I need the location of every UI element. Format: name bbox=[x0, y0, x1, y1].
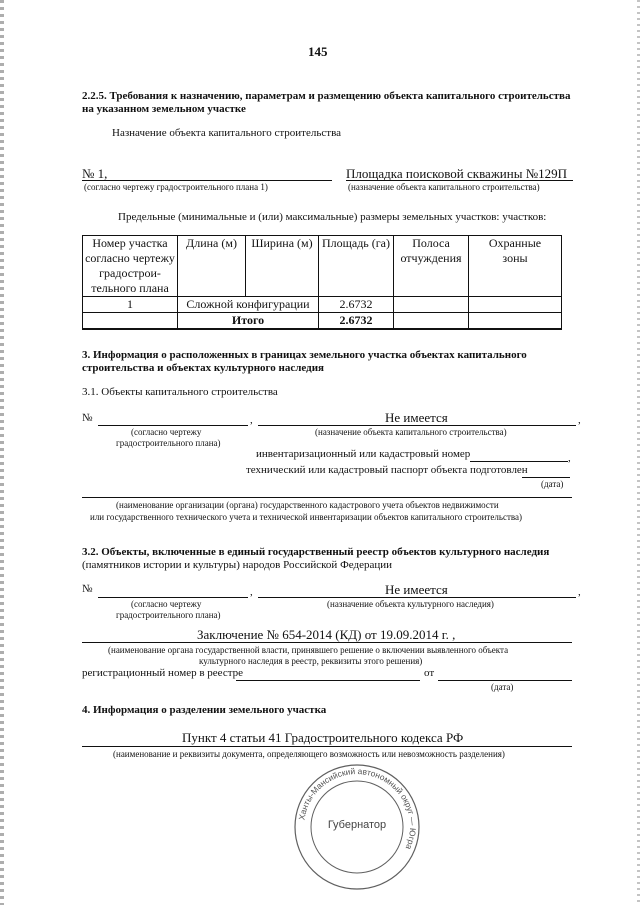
limits-text: Предельные (минимальные и (или) максимальные) размеры земельных участков: участков: bbox=[118, 211, 547, 223]
row-area: 2.6732 bbox=[319, 297, 394, 313]
object-purpose-line bbox=[346, 180, 573, 181]
reg-line bbox=[236, 680, 420, 681]
s32-caption-drawing-2: градостроительного плана) bbox=[116, 610, 221, 620]
section-32-heading-line2: (памятников истории и культуры) народов Российской Федерации bbox=[82, 559, 393, 571]
org-caption-line2: или государственного технического учета и технической инвентаризации объектов капитального строительства) bbox=[90, 512, 523, 522]
s32-caption-drawing-1: (согласно чертежу bbox=[131, 599, 202, 609]
s32-comma-1: , bbox=[250, 586, 253, 598]
row-configuration: Сложной конфигурации bbox=[178, 297, 319, 313]
reg-label: регистрационный номер в реестре bbox=[82, 667, 244, 679]
passport-date-line bbox=[522, 477, 570, 478]
total-strip bbox=[394, 313, 469, 330]
row-strip bbox=[394, 297, 469, 313]
row-zones bbox=[469, 297, 562, 313]
authority-caption-line1: (наименование органа государственной власти, принявшего решение о включении выявленного объекта bbox=[108, 645, 509, 655]
s31-not-exists: Не имеется bbox=[385, 410, 448, 425]
reg-from-label: от bbox=[424, 667, 435, 679]
section-4-line bbox=[82, 746, 572, 747]
s31-comma-1: , bbox=[250, 414, 253, 426]
conclusion-value: Заключение № 654-2014 (КД) от 19.09.2014 г. , bbox=[197, 627, 456, 642]
official-stamp bbox=[292, 762, 422, 892]
s32-comma-2: , bbox=[578, 586, 581, 598]
s31-number-line bbox=[98, 425, 248, 426]
s31-no-sign: № bbox=[82, 412, 93, 424]
authority-caption-line2: культурного наследия в реестр, реквизиты этого решения) bbox=[199, 656, 423, 666]
header-protection-zones: Охранные зоны bbox=[469, 236, 562, 297]
object-purpose-value: Площадка поисковой скважины №129П bbox=[346, 166, 567, 181]
s32-not-exists: Не имеется bbox=[385, 582, 448, 597]
header-width: Ширина (м) bbox=[246, 236, 319, 297]
passport-label: технический или кадастровый паспорт объекта подготовлен bbox=[246, 464, 528, 476]
org-line bbox=[82, 497, 572, 498]
s31-purpose-line bbox=[258, 425, 576, 426]
stamp-center-text: Губернатор bbox=[327, 819, 387, 831]
header-plot-number: Номер участка согласно чертежу градострои- тельного плана bbox=[83, 236, 178, 297]
section-4-value: Пункт 4 статьи 41 Градостроительного кодекса РФ bbox=[182, 730, 464, 745]
section-3-heading-line2: строительства и объектах культурного наследия bbox=[82, 362, 325, 374]
inventory-comma: , bbox=[568, 452, 571, 464]
conclusion-line bbox=[82, 642, 572, 643]
s32-caption-purpose: (назначение объекта культурного наследия) bbox=[327, 599, 494, 609]
section-3-heading-line1: 3. Информация о расположенных в границах земельного участка объектах капитального bbox=[82, 349, 527, 361]
s32-purpose-line bbox=[258, 597, 576, 598]
plot-number-caption: (согласно чертежу градостроительного плана 1) bbox=[84, 182, 268, 192]
plot-table bbox=[82, 235, 562, 330]
section-4-heading: 4. Информация о разделении земельного участка bbox=[82, 704, 327, 716]
s31-comma-2: , bbox=[578, 414, 581, 426]
stamp-graphic bbox=[292, 762, 422, 892]
header-length: Длина (м) bbox=[178, 236, 246, 297]
plot-number-line bbox=[82, 180, 332, 181]
section-4-caption: (наименование и реквизиты документа, определяющего возможность или невозможность разделения) bbox=[113, 749, 505, 759]
header-strip: Полоса отчуждения bbox=[394, 236, 469, 297]
inventory-line bbox=[470, 461, 568, 462]
inventory-label: инвентаризационный или кадастровый номер bbox=[256, 448, 471, 460]
plot-number-value: № 1, bbox=[82, 166, 108, 181]
total-zones bbox=[469, 313, 562, 330]
total-label: Итого bbox=[178, 313, 319, 330]
s31-caption-drawing-2: градостроительного плана) bbox=[116, 438, 221, 448]
section-225-heading-line2: на указанном земельном участке bbox=[82, 103, 246, 115]
purpose-label: Назначение объекта капитального строительства bbox=[112, 127, 342, 139]
passport-date-caption: (дата) bbox=[541, 479, 564, 489]
org-caption-line1: (наименование организации (органа) государственного кадастрового учета объектов недвижимости bbox=[116, 500, 499, 510]
s31-caption-drawing-1: (согласно чертежу bbox=[131, 427, 202, 437]
object-purpose-caption: (назначение объекта капитального строительства) bbox=[348, 182, 540, 192]
reg-date-caption: (дата) bbox=[491, 682, 514, 692]
s32-number-line bbox=[98, 597, 248, 598]
s32-no-sign: № bbox=[82, 583, 93, 595]
reg-date-line bbox=[438, 680, 572, 681]
section-225-heading-line1: 2.2.5. Требования к назначению, параметрам и размещению объекта капитального строительства bbox=[82, 90, 571, 102]
section-32-heading-line1: 3.2. Объекты, включенные в единый государственный реестр объектов культурного наследия bbox=[82, 546, 550, 558]
s31-caption-purpose: (назначение объекта капитального строительства) bbox=[315, 427, 507, 437]
total-empty bbox=[83, 313, 178, 330]
row-plot-number: 1 bbox=[83, 297, 178, 313]
total-area: 2.6732 bbox=[319, 313, 394, 330]
scan-edge-left bbox=[0, 0, 4, 905]
header-area: Площадь (га) bbox=[319, 236, 394, 297]
stamp-ring-text: Ханты-Мансийский автономный округ — Югра bbox=[296, 765, 419, 852]
section-31-title: 3.1. Объекты капитального строительства bbox=[82, 386, 278, 398]
page-number: 145 bbox=[308, 44, 328, 59]
